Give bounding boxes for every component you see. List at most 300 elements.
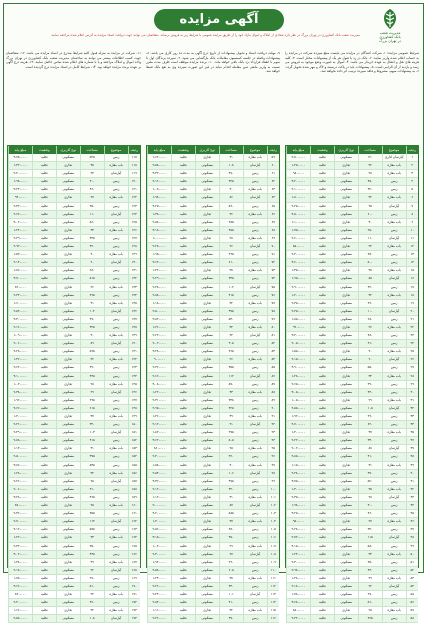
table-cell: تخلیه (310, 445, 334, 452)
table-cell: ۹۴ (219, 332, 243, 339)
table-cell: مسکونی (195, 243, 219, 250)
table-cell: تخلیه (171, 559, 195, 566)
bank-logo (361, 7, 419, 47)
table-cell: مسکونی (195, 227, 219, 234)
table-cell: تجاری (334, 518, 358, 525)
table-cell: ۴۸ (406, 534, 418, 541)
table-cell: ۳۴ (406, 421, 418, 428)
table-cell: تجاری (56, 381, 80, 388)
table-cell: ۲،۳۸۰،۰۰۰ (8, 389, 32, 396)
table-cell: تخلیه (310, 381, 334, 388)
table-cell: ۳۶۰ (358, 300, 382, 307)
table-cell: ۹۰۰،۰۰۰ (147, 356, 171, 363)
table-cell: تخلیه (310, 615, 334, 622)
table-row (286, 267, 418, 275)
table-cell: ۶۵ (267, 203, 279, 210)
table-cell: تجاری (56, 356, 80, 363)
table-cell: مسکونی (195, 332, 219, 339)
table-cell: ۸۷۰،۰۰۰ (8, 502, 32, 509)
table-row (8, 348, 140, 356)
table-cell: ۳،۲۴۰،۰۰۰ (8, 186, 32, 193)
notice-header (4, 4, 423, 50)
table-cell: ۲،۱۸۰،۰۰۰ (8, 567, 32, 574)
table-cell: ۹۹ (267, 478, 279, 485)
table-cell: ۳۵۵ (219, 364, 243, 371)
conditions-column-1: شرایط عمومی مزایده: ۱- شرکت کنندگان در مزایده می بایست مبلغ سپرده شرکت در مزایده را به حساب اعلام شده واریز نمایند. ۲- بانک در رد یا قبول هر یک از پیشنهادات مختار است. ۳- کلیه هزینه های نقل و انتقال به عهده خریدار می باشد. ۴- اموال به صورت وضع موجود به فروش می رسد و بازدید از آن الزامی است. ۵- پیشنهادات باید در پاکت دربسته و لاک و مهر شده تحویل گردد. ۶- به پیشنهادات مبهم، مشروط و فاقد سپرده ترتیب اثر داده نخواهد شد. (285, 51, 419, 73)
table-cell: ۱۱۰ (80, 211, 104, 218)
table-row (8, 599, 140, 607)
table-cell: ۶۲ (267, 178, 279, 185)
table-cell: مسکونی (195, 259, 219, 266)
table-cell: تجاری (56, 607, 80, 614)
table-cell: باب مغازه (243, 356, 267, 363)
table-cell: مسکونی (56, 551, 80, 558)
wheat-leaf-icon (377, 7, 403, 31)
table-cell: ۴۲۰ (80, 243, 104, 250)
table-row (8, 486, 140, 494)
table-cell: ۲۵۰ (358, 227, 382, 234)
table-row (286, 567, 418, 575)
table-cell: باب مغازه (243, 494, 267, 501)
table-row (147, 211, 279, 219)
table-cell: زمین (382, 615, 406, 622)
table-cell: ۲۷ (80, 194, 104, 201)
table-cell: باب مغازه (104, 284, 128, 291)
table-cell: ۳۴۵ (219, 275, 243, 282)
table-cell: تجاری (334, 219, 358, 226)
table-cell: ۴۱۰ (219, 599, 243, 606)
table-cell: تخلیه (171, 405, 195, 412)
table-cell: ۳۲ (219, 607, 243, 614)
table-cell: ۲۲ (406, 324, 418, 331)
table-cell: مسکونی (56, 308, 80, 315)
table-cell: باب مغازه (382, 397, 406, 404)
table-cell: مسکونی (56, 235, 80, 242)
table-cell: ۹۲۰،۰۰۰ (286, 324, 310, 331)
table-cell: ۳۳۰ (358, 437, 382, 444)
table-cell: تخلیه (310, 308, 334, 315)
table-cell: ۳۷ (358, 429, 382, 436)
table-cell: تخلیه (310, 316, 334, 323)
table-cell: ۷۹ (267, 316, 279, 323)
table-cell: ۲۸ (219, 235, 243, 242)
table-cell: ۸۷ (267, 381, 279, 388)
table-cell: مسکونی (195, 615, 219, 622)
table-cell: تجاری (334, 607, 358, 614)
table-cell: مسکونی (195, 381, 219, 388)
table-cell: آپارتمان (243, 332, 267, 339)
table-cell: ۱۴۵ (128, 381, 140, 388)
table-row (147, 486, 279, 494)
table-cell: ۱،۲۴۰،۰۰۰ (8, 227, 32, 234)
table-cell: ۱،۹۵۰،۰۰۰ (286, 275, 310, 282)
table-cell: تخلیه (310, 194, 334, 201)
table-cell: زمین (243, 567, 267, 574)
table-cell: ۱۳۷ (128, 316, 140, 323)
table-cell: ۶۸ (267, 227, 279, 234)
table-cell: ۵۶۰ (80, 219, 104, 226)
table-cell: ۲،۴۲۰،۰۰۰ (286, 615, 310, 622)
table-cell: ۳۶۵ (80, 292, 104, 299)
table-row (147, 186, 279, 194)
table-cell: باب مغازه (382, 348, 406, 355)
table-cell: ۳۴۰ (219, 583, 243, 590)
table-cell: ۴۶۵ (219, 348, 243, 355)
table-cell: ۱۷۴ (128, 615, 140, 622)
table-row (8, 284, 140, 292)
table-cell: ۵۶ (406, 599, 418, 606)
table-cell: تخلیه (171, 462, 195, 469)
table-cell: ۲،۰۲۰،۰۰۰ (286, 445, 310, 452)
table-row (8, 607, 140, 615)
table-cell: ۹۱ (267, 413, 279, 420)
table-row (8, 154, 140, 162)
table-cell: ۳ (406, 170, 418, 177)
table-cell: ۱،۲۳۰،۰۰۰ (286, 551, 310, 558)
table-cell: تخلیه (310, 437, 334, 444)
table-cell: زمین (104, 348, 128, 355)
table-cell: مسکونی (334, 364, 358, 371)
table-cell: باب مغازه (382, 373, 406, 380)
table-cell: ۵۷ (406, 607, 418, 614)
table-cell: ۱۰۰ (358, 308, 382, 315)
table-cell: ۴ (406, 178, 418, 185)
table-row (286, 316, 418, 324)
table-cell: مسکونی (56, 397, 80, 404)
table-cell: باب مغازه (243, 389, 267, 396)
table-cell: ۱،۱۲۰،۰۰۰ (147, 494, 171, 501)
table-cell: باب مغازه (104, 559, 128, 566)
table-row (286, 186, 418, 194)
table-cell: ۴۸۰ (358, 332, 382, 339)
table-cell: ۳۷ (219, 518, 243, 525)
table-cell: مسکونی (195, 421, 219, 428)
table-cell: ۵۰ (406, 551, 418, 558)
table-cell: ۳۳ (80, 534, 104, 541)
table-cell: ۳،۳۶۰،۰۰۰ (147, 478, 171, 485)
table-cell: ۲،۱۸۰،۰۰۰ (286, 583, 310, 590)
table-cell: تجاری (195, 543, 219, 550)
table-cell: زمین (382, 470, 406, 477)
table-row (147, 259, 279, 267)
table-cell: ۴،۷۰۰،۰۰۰ (286, 421, 310, 428)
table-cell: ۱۰۴ (80, 308, 104, 315)
table-cell: مسکونی (195, 219, 219, 226)
table-cell: مسکونی (334, 251, 358, 258)
table-cell: تخلیه (310, 486, 334, 493)
table-cell: ۱۳۳ (128, 284, 140, 291)
table-cell: ۳،۲۵۰،۰۰۰ (286, 510, 310, 517)
table-cell: ۹۴۰،۰۰۰ (8, 194, 32, 201)
table-cell: ۱،۷۵۰،۰۰۰ (286, 227, 310, 234)
table-cell: ۷۷ (267, 300, 279, 307)
table-cell: ۳۲ (358, 292, 382, 299)
table-cell: ۵۰۰ (358, 259, 382, 266)
table-row (286, 284, 418, 292)
table-cell: باب مغازه (382, 162, 406, 169)
table-row (286, 543, 418, 551)
table-cell: زمین (243, 405, 267, 412)
table-cell: تخلیه (171, 373, 195, 380)
table-cell: ۴۲ (406, 486, 418, 493)
table-cell: مسکونی (334, 203, 358, 210)
table-cell: ۱،۹۲۰،۰۰۰ (147, 559, 171, 566)
table-cell: ۱۵۳ (128, 445, 140, 452)
table-cell: ۲۰ (406, 308, 418, 315)
table-cell: تخلیه (171, 154, 195, 161)
table-cell: زمین (382, 211, 406, 218)
table-row (147, 437, 279, 445)
table-cell: ۵۳۵ (80, 462, 104, 469)
table-cell: ۱۶۸ (128, 567, 140, 574)
table-cell: باب مغازه (104, 445, 128, 452)
table-cell: ۳۱ (219, 494, 243, 501)
table-row (147, 275, 279, 283)
table-cell: ۱۶۴ (128, 534, 140, 541)
table-cell: زمین (104, 510, 128, 517)
table-cell: تخلیه (32, 219, 56, 226)
table-cell: ۳۸۰ (219, 526, 243, 533)
table-cell: ۱،۸۰۰،۰۰۰ (286, 194, 310, 201)
table-cell: ۱۰۶ (219, 470, 243, 477)
table-row (147, 494, 279, 502)
table-cell: تجاری (195, 154, 219, 161)
table-cell: زمین (382, 543, 406, 550)
table-cell: آپارتمان (104, 567, 128, 574)
table-cell: ۲۳ (406, 332, 418, 339)
table-cell: تخلیه (171, 478, 195, 485)
table-cell: باب مغازه (243, 445, 267, 452)
table-row (147, 300, 279, 308)
table-row (147, 243, 279, 251)
table-cell: تخلیه (310, 300, 334, 307)
table-row (8, 526, 140, 534)
table-cell: زمین (104, 243, 128, 250)
header-cell: نوع کاربری (195, 146, 219, 154)
table-cell: زمین (382, 510, 406, 517)
table-cell: ۳۰ (219, 186, 243, 193)
table-cell: مسکونی (195, 308, 219, 315)
table-cell: ۹۲ (267, 421, 279, 428)
table-cell: ۲،۲۲۰،۰۰۰ (147, 332, 171, 339)
table-cell: زمین (243, 203, 267, 210)
table-cell: ۲،۵۲۰،۰۰۰ (8, 308, 32, 315)
table-cell: باب مغازه (104, 356, 128, 363)
table-cell: ۲،۸۸۰،۰۰۰ (147, 292, 171, 299)
table-cell: تخلیه (310, 413, 334, 420)
table-cell: زمین (243, 486, 267, 493)
table-cell: مسکونی (195, 510, 219, 517)
table-cell: ۶۲۰ (358, 421, 382, 428)
table-cell: زمین (243, 381, 267, 388)
table-cell: ۴۴۵ (80, 373, 104, 380)
table-cell: ۱۲۲ (128, 194, 140, 201)
table-cell: ۱۲ (406, 243, 418, 250)
table-cell: مسکونی (56, 292, 80, 299)
table-cell: زمین (382, 178, 406, 185)
table-cell: تخلیه (310, 397, 334, 404)
table-cell: ۸ (406, 211, 418, 218)
table-cell: ۴۰ (358, 348, 382, 355)
table-cell: باب مغازه (382, 194, 406, 201)
table-cell: زمین (382, 389, 406, 396)
table-cell: ۱۰۲ (219, 284, 243, 291)
table-cell: باب مغازه (243, 462, 267, 469)
table-cell: زمین (104, 575, 128, 582)
table-row (286, 421, 418, 429)
table-cell: ۲،۵۸۰،۰۰۰ (147, 162, 171, 169)
table-cell: تخلیه (171, 615, 195, 622)
table-cell: زمین (382, 478, 406, 485)
table-cell: مسکونی (334, 445, 358, 452)
table-cell: ۱،۱۸۰،۰۰۰ (147, 300, 171, 307)
table-cell: تخلیه (171, 583, 195, 590)
table-cell: مسکونی (56, 526, 80, 533)
table-cell: ۹۸ (358, 494, 382, 501)
table-cell: ۲،۲۲۰،۰۰۰ (286, 437, 310, 444)
table-cell: تخلیه (32, 453, 56, 460)
table-cell: ۲،۵۵۰،۰۰۰ (286, 405, 310, 412)
table-cell: ۹۰ (358, 356, 382, 363)
table-cell: باب مغازه (382, 324, 406, 331)
table-cell: ۲۸ (80, 381, 104, 388)
table-cell: ۲۸۰ (80, 267, 104, 274)
table-cell: تخلیه (32, 510, 56, 517)
table-cell: باب مغازه (104, 502, 128, 509)
table-cell: تخلیه (171, 437, 195, 444)
table-cell: تخلیه (32, 437, 56, 444)
table-row (286, 154, 418, 162)
table-cell: تخلیه (32, 364, 56, 371)
header-cell: مبلغ پایه (147, 146, 171, 154)
table-cell: باب مغازه (382, 219, 406, 226)
table-cell: ۲،۴۰۰،۰۰۰ (286, 251, 310, 258)
table-cell: ۱۰۱ (219, 591, 243, 598)
table-cell: باب مغازه (382, 486, 406, 493)
table-cell: ۱،۲۶۰،۰۰۰ (147, 324, 171, 331)
table-cell: ۹۶ (219, 243, 243, 250)
table-cell: زمین (382, 413, 406, 420)
table-cell: آپارتمان (382, 494, 406, 501)
table-cell: ۳۸ (219, 267, 243, 274)
table-row (286, 178, 418, 186)
table-cell: ۱،۴۸۰،۰۰۰ (8, 559, 32, 566)
table-cell: ۱،۴۶۰،۰۰۰ (147, 413, 171, 420)
table-cell: ۱،۴۴۰،۰۰۰ (147, 575, 171, 582)
table-row (147, 510, 279, 518)
table-cell: زمین (382, 421, 406, 428)
table-cell: ۱،۴۰۰،۰۰۰ (286, 429, 310, 436)
table-cell: زمین (382, 332, 406, 339)
table-cell: ۲،۶۲۰،۰۰۰ (8, 364, 32, 371)
table-cell: ۲،۳۲۰،۰۰۰ (8, 203, 32, 210)
table-row (8, 445, 140, 453)
table-cell: تخلیه (171, 543, 195, 550)
table-cell: مسکونی (56, 583, 80, 590)
table-cell: مسکونی (334, 178, 358, 185)
table-cell: تجاری (195, 494, 219, 501)
table-cell: ۱،۰۰۰،۰۰۰ (147, 235, 171, 242)
table-cell: ۳،۷۸۰،۰۰۰ (8, 154, 32, 161)
table-cell: ۲،۳۶۰،۰۰۰ (8, 510, 32, 517)
table-cell: ۱۱۸ (128, 162, 140, 169)
table-cell: ۱،۱۰۰،۰۰۰ (286, 219, 310, 226)
table-cell: مسکونی (195, 397, 219, 404)
table-cell: تخلیه (171, 211, 195, 218)
table-cell: تخلیه (32, 526, 56, 533)
table-row (8, 583, 140, 591)
table-cell: آپارتمان (243, 162, 267, 169)
table-row (147, 308, 279, 316)
table-cell: آپارتمان (243, 591, 267, 598)
table-cell: تخلیه (171, 316, 195, 323)
table-body (147, 154, 279, 623)
table-cell: تخلیه (310, 211, 334, 218)
table-cell: ۱۰۳ (267, 510, 279, 517)
table-cell: باب مغازه (104, 534, 128, 541)
table-cell: تخلیه (32, 551, 56, 558)
table-cell: ۳۶۰ (219, 453, 243, 460)
table-cell: تخلیه (171, 494, 195, 501)
table-cell: مسکونی (334, 421, 358, 428)
table-cell: ۱ (406, 154, 418, 161)
table-cell: ۱۰۱ (267, 494, 279, 501)
table-cell: مسکونی (334, 559, 358, 566)
table-cell: ۶۱ (267, 170, 279, 177)
table-cell: ۲،۴۰۰،۰۰۰ (8, 599, 32, 606)
table-cell: ۱۰۸ (267, 551, 279, 558)
table-cell: مسکونی (195, 178, 219, 185)
table-cell: زمین (104, 462, 128, 469)
table-cell: ۲،۷۰۰،۰۰۰ (8, 518, 32, 525)
table-cell: ۲،۹۸۰،۰۰۰ (286, 567, 310, 574)
table-cell: تجاری (195, 607, 219, 614)
table-cell: ۱،۹۲۰،۰۰۰ (286, 413, 310, 420)
table-cell: ۲۹۵ (80, 397, 104, 404)
table-cell: ۵۴ (406, 583, 418, 590)
table-cell: ۳۸ (406, 453, 418, 460)
table-cell: مسکونی (334, 308, 358, 315)
table-cell: ۱۵۶ (128, 470, 140, 477)
table-cell: ۳۲۵ (80, 324, 104, 331)
table-cell: ۲،۱۵۰،۰۰۰ (286, 356, 310, 363)
table-cell: ۴۲ (80, 607, 104, 614)
table-cell: ۳،۶۸۰،۰۰۰ (286, 599, 310, 606)
table-row (286, 575, 418, 583)
table-cell: ۱۴۷ (128, 397, 140, 404)
table-cell: ۹۸۰،۰۰۰ (286, 170, 310, 177)
table-cell: آپارتمان (104, 429, 128, 436)
table-cell: ۲۷ (406, 364, 418, 371)
table-cell: زمین (243, 478, 267, 485)
table-cell: ۱۷۳ (128, 607, 140, 614)
table-cell: زمین (382, 364, 406, 371)
table-cell: ۴۶۰ (358, 510, 382, 517)
table-cell: ۱۵۲ (128, 437, 140, 444)
table-cell: ۶۰۰ (358, 211, 382, 218)
table-cell: تخلیه (171, 397, 195, 404)
table-cell: ۲۹۰ (219, 559, 243, 566)
table-cell: ۳۹۰ (358, 381, 382, 388)
table-row (286, 381, 418, 389)
table-cell: ۴۲ (358, 194, 382, 201)
table-cell: مسکونی (195, 502, 219, 509)
table-cell: مسکونی (195, 526, 219, 533)
table-cell: ۱۰۶ (267, 534, 279, 541)
header-cell: مبلغ پایه (286, 146, 310, 154)
table-cell: زمین (382, 381, 406, 388)
table-cell: مسکونی (334, 259, 358, 266)
